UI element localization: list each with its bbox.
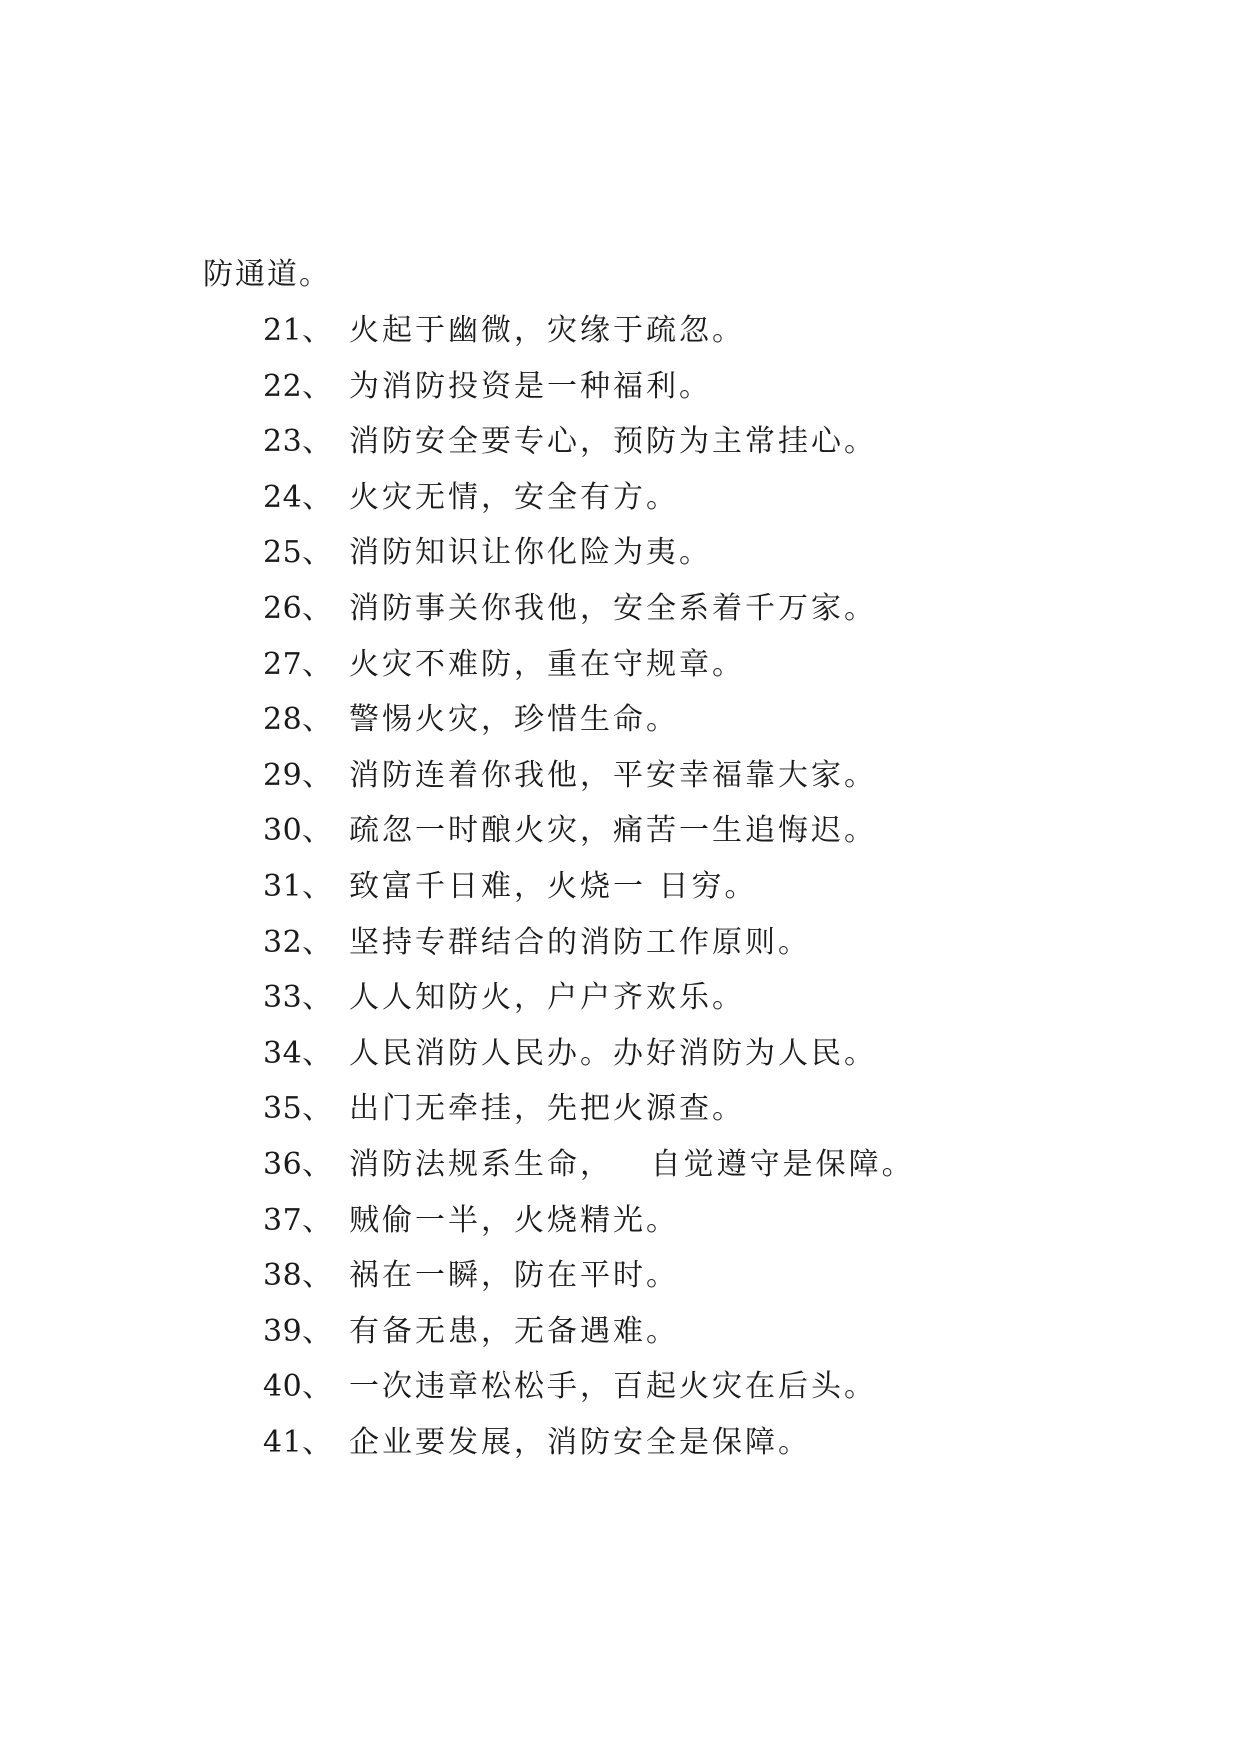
list-item [0,420,1240,476]
list-item [0,1421,1240,1477]
item-number: 21、 [263,313,333,348]
item-text: 火灾无情，安全有方。 [349,479,679,515]
list-item [0,921,1240,977]
list-item [0,865,1240,921]
list-item [0,476,1240,532]
item-text: 一次违章松松手，百起火灾在后头。 [349,1369,877,1405]
item-text: 出门无牵挂，先把火源查。 [349,1091,745,1127]
item-number: 28、 [263,702,333,738]
item-text: 人民消防人民办。办好消防为人民。 [349,1035,877,1071]
list-item [0,1254,1240,1310]
list-item [0,643,1240,699]
item-text: 消防事关你我他，安全系着千万家。 [349,590,877,626]
item-number: 34、 [263,1035,333,1071]
item-text: 消防连着你我他，平安幸福靠大家。 [349,757,877,793]
continuation-text: 防通道。 [203,257,331,292]
item-text: 警惕火灾，珍惜生命。 [349,702,679,738]
list-item [0,976,1240,1032]
item-number: 40、 [263,1369,333,1405]
list-item [0,531,1240,587]
item-number: 23、 [263,424,333,460]
list-item [0,754,1240,810]
list-item [0,1365,1240,1421]
list-item [0,809,1240,865]
item-number: 36、 [263,1146,333,1182]
item-text: 致富千日难，火烧一 日穷。 [349,868,758,904]
item-number: 30、 [263,813,333,849]
item-text: 疏忽一时酿火灾，痛苦一生追悔迟。 [349,813,877,849]
item-number: 38、 [263,1258,333,1294]
item-text: 人人知防火，户户齐欢乐。 [349,980,745,1016]
list-item [0,1032,1240,1088]
item-text: 消防安全要专心，预防为主常挂心。 [349,424,877,460]
item-number: 32、 [263,924,333,960]
item-text: 祸在一瞬，防在平时。 [349,1258,679,1294]
item-text: 有备无患，无备遇难。 [349,1313,679,1349]
item-number: 29、 [263,757,333,793]
item-text: 坚持专群结合的消防工作原则。 [349,924,811,960]
item-number: 31、 [263,868,333,904]
item-text: 消防知识让你化险为夷。 [349,535,712,571]
list-item [0,1087,1240,1143]
list-item [0,1143,1240,1199]
item-number: 27、 [263,646,333,682]
list-item [0,1310,1240,1366]
list-item [0,698,1240,754]
item-number: 41、 [263,1424,333,1460]
item-number: 37、 [263,1202,333,1238]
item-text: 火灾不难防，重在守规章。 [349,646,745,682]
item-number: 24、 [263,479,333,515]
list-item [0,365,1240,421]
item-number: 33、 [263,980,333,1016]
item-text: 贼偷一半，火烧精光。 [349,1202,679,1238]
item-number: 39、 [263,1313,333,1349]
list-item [0,587,1240,643]
item-number: 22、 [263,368,333,404]
item-number: 35、 [263,1091,333,1127]
list-item [0,309,1240,365]
item-text: 为消防投资是一种福利。 [349,368,712,404]
item-number: 25、 [263,535,333,571]
item-text: 企业要发展，消防安全是保障。 [349,1424,811,1460]
item-text: 消防法规系生命， 自觉遵守是保障。 [349,1146,915,1182]
item-number: 26、 [263,590,333,626]
item-text: 火起于幽微，灾缘于疏忽。 [349,313,745,348]
slogan-list [0,309,1240,1476]
list-item [0,1199,1240,1255]
